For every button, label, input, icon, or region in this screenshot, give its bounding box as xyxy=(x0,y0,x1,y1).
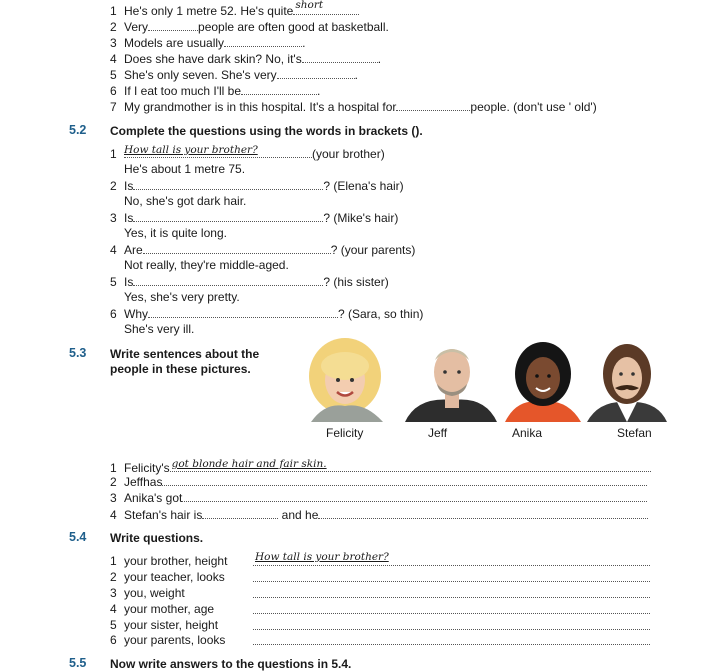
section-title-5-3-line1: Write sentences about the xyxy=(110,347,260,361)
section-title-5-3-line2: people in these pictures. xyxy=(110,362,251,376)
s54-answer-blank-5[interactable] xyxy=(253,629,650,630)
s54-answer-blank-6[interactable] xyxy=(253,644,650,645)
felicity-illustration xyxy=(309,338,383,422)
person-label-stefan: Stefan xyxy=(617,426,652,440)
person-label-felicity: Felicity xyxy=(326,426,364,440)
section-title-5-5: Now write answers to the questions in 5.4. xyxy=(110,657,352,671)
s51-item-1: 1 He's only 1 metre 52. He's quite short xyxy=(110,3,359,18)
s52-answer-blank-6[interactable] xyxy=(148,306,338,318)
s54-prompt-5: 5 your sister, height xyxy=(110,618,219,632)
s54-prompt-3: 3 you, weight xyxy=(110,586,185,600)
s51-answer-blank-2[interactable] xyxy=(148,19,198,31)
s51-answer-blank-7[interactable] xyxy=(396,99,470,111)
s51-item-6: 6 If I eat too much I'll be . xyxy=(110,84,321,98)
s51-answer-blank-1[interactable]: short xyxy=(293,3,359,15)
s51-item-3: 3 Models are usually . xyxy=(110,36,306,50)
s51-item-4: 4 Does she have dark skin? No, it's . xyxy=(110,52,382,66)
s52-answer-blank-1[interactable]: How tall is your brother? xyxy=(124,146,312,158)
s53-answer-blank-1[interactable]: got blonde hair and fair skin. xyxy=(170,460,651,472)
s51-answer-blank-5[interactable] xyxy=(277,67,355,79)
person-label-anika: Anika xyxy=(512,426,543,440)
s51-answer-blank-6[interactable] xyxy=(241,83,317,95)
section-title-5-4: Write questions. xyxy=(110,531,204,545)
people-illustrations xyxy=(305,336,700,422)
s52-reply-2: No, she's got dark hair. xyxy=(124,194,247,208)
s54-answer-blank-1[interactable] xyxy=(253,565,650,566)
s51-answer-blank-3[interactable] xyxy=(224,35,302,47)
s51-item-5: 5 She's only seven. She's very . xyxy=(110,68,359,82)
s53-item-2: 2 Jeffhas xyxy=(110,474,647,489)
s54-prompt-1: 1 your brother, height xyxy=(110,554,228,568)
s51-item-7: 7 My grandmother is in this hospital. It's a hospital for people. (don't use ' old') xyxy=(110,100,597,114)
s52-item-6: 6 Why ? (Sara, so thin) xyxy=(110,307,424,321)
s52-item-1: 1 How tall is your brother? (your brother) xyxy=(110,144,385,161)
s53-item-4: 4 Stefan's hair is and he xyxy=(110,507,648,522)
s54-prompt-4: 4 your mother, age xyxy=(110,602,215,616)
jeff-illustration xyxy=(405,349,497,422)
s53-item-3: 3 Anika's got xyxy=(110,490,647,505)
s52-answer-blank-3[interactable] xyxy=(133,210,323,222)
section-number-5-2: 5.2 xyxy=(69,123,87,137)
s52-answer-blank-4[interactable] xyxy=(143,242,331,254)
s52-item-5: 5 Is ? (his sister) xyxy=(110,275,389,289)
s51-item-2: 2 Very people are often good at basketball. xyxy=(110,20,389,34)
s52-reply-3: Yes, it is quite long. xyxy=(124,226,227,240)
s53-answer-blank-4b[interactable] xyxy=(318,507,648,519)
s51-answer-blank-4[interactable] xyxy=(302,51,378,63)
s53-answer-blank-4a[interactable] xyxy=(202,507,278,519)
person-label-jeff: Jeff xyxy=(428,426,448,440)
s52-item-4: 4 Are ? (your parents) xyxy=(110,243,416,257)
s52-reply-6: She's very ill. xyxy=(124,322,195,336)
stefan-illustration xyxy=(587,344,667,422)
s52-reply-1: He's about 1 metre 75. xyxy=(124,162,246,176)
s54-answer-blank-2[interactable] xyxy=(253,581,650,582)
section-title-5-2: Complete the questions using the words in brackets (). xyxy=(110,124,423,138)
s52-reply-5: Yes, she's very pretty. xyxy=(124,290,240,304)
s52-item-3: 3 Is ? (Mike's hair) xyxy=(110,211,399,225)
s53-item-1: 1 Felicity's got blonde hair and fair skin. xyxy=(110,460,651,475)
s52-reply-4: Not really, they're middle-aged. xyxy=(124,258,289,272)
s54-answer-blank-4[interactable] xyxy=(253,613,650,614)
s54-prompt-2: 2 your teacher, looks xyxy=(110,570,225,584)
s52-answer-blank-2[interactable] xyxy=(133,178,323,190)
s54-answer-1: How tall is your brother? xyxy=(255,551,389,563)
s54-prompt-6: 6 your parents, looks xyxy=(110,633,226,647)
anika-illustration xyxy=(505,342,581,422)
s52-item-2: 2 Is ? (Elena's hair) xyxy=(110,179,404,193)
s53-answer-blank-2[interactable] xyxy=(162,474,647,486)
section-number-5-3: 5.3 xyxy=(69,346,87,360)
s53-answer-blank-3[interactable] xyxy=(182,490,647,502)
section-number-5-5: 5.5 xyxy=(69,656,87,670)
s52-answer-blank-5[interactable] xyxy=(133,274,323,286)
section-number-5-4: 5.4 xyxy=(69,530,87,544)
s54-answer-blank-3[interactable] xyxy=(253,597,650,598)
